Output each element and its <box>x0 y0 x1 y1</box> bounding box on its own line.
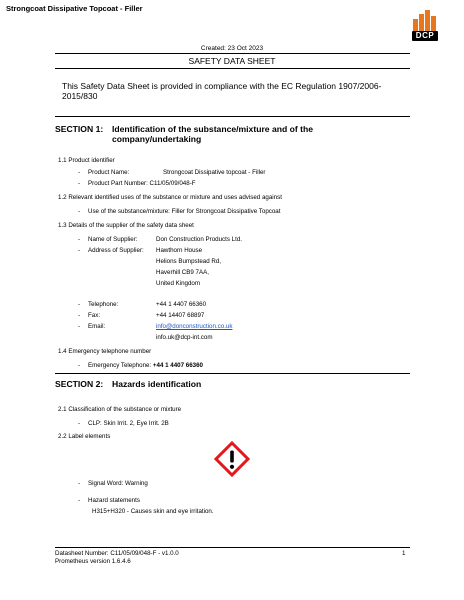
bullet-dash: - <box>78 208 81 215</box>
bullet-dash: - <box>78 169 81 176</box>
emergency-telephone <box>88 362 203 369</box>
section-number: SECTION 2: <box>55 379 104 389</box>
subsection-1-3: 1.3 Details of the supplier of the safety data sheet <box>58 222 194 229</box>
subsection-2-2: 2.2 Label elements <box>58 433 111 440</box>
document-title: Strongcoat Dissipative Topcoat - Filler <box>6 4 143 13</box>
email-label: Email: <box>88 323 106 330</box>
section-title: Identification of the substance/mixture and of the company/undertaking <box>112 124 314 144</box>
created-date: Created: 23 Oct 2023 <box>200 45 264 52</box>
dcp-logo-icon <box>413 10 437 31</box>
subsection-1-1: 1.1 Product identifier <box>58 157 115 164</box>
footer-divider <box>55 547 410 548</box>
product-part-number: Product Part Number: C11/05/09/048-F <box>88 180 196 187</box>
bullet-dash: - <box>78 236 81 243</box>
bullet-dash: - <box>78 247 81 254</box>
section-number: SECTION 1: <box>55 124 104 134</box>
section-divider <box>55 116 410 117</box>
subsection-1-2: 1.2 Relevant identified uses of the substance or mixture and uses advised against <box>58 194 282 201</box>
supplier-label: Name of Supplier: <box>88 236 138 243</box>
address-line: Helions Bumpstead Rd, <box>156 258 222 265</box>
telephone-value: +44 1 4407 66360 <box>156 301 207 308</box>
bullet-dash: - <box>78 323 81 330</box>
fax-value: +44 14407 68897 <box>156 312 205 319</box>
address-line: Haverhill CB9 7AA, <box>156 269 209 276</box>
bullet-dash: - <box>78 312 81 319</box>
hazard-statement: H315+H320 - Causes skin and eye irritation. <box>92 508 214 515</box>
dcp-logo <box>410 10 440 42</box>
subsection-2-1: 2.1 Classification of the substance or mixture <box>58 406 182 413</box>
subsection-1-4: 1.4 Emergency telephone number <box>58 348 152 355</box>
section-title: Hazards identification <box>112 379 202 389</box>
emergency-value: +44 1 4407 66360 <box>152 362 203 369</box>
product-name-value: Strongcoat Dissipative topcoat - Filler <box>163 169 266 176</box>
intro-text: This Safety Data Sheet is provided in compliance with the EC Regulation 1907/2006-2015/830 <box>62 81 382 101</box>
bullet-dash: - <box>78 301 81 308</box>
exclamation-mark-hazard-icon <box>214 441 250 477</box>
email-secondary: info.uk@dcp-int.com <box>156 334 213 341</box>
signal-word: Signal Word: Warning <box>88 480 148 487</box>
telephone-label: Telephone: <box>88 301 119 308</box>
address-label: Address of Supplier: <box>88 247 144 254</box>
address-line: United Kingdom <box>156 280 201 287</box>
fax-label: Fax: <box>88 312 101 319</box>
logo-wordmark: DCP <box>412 31 438 41</box>
bullet-dash: - <box>78 480 81 487</box>
clp-classification: CLP: Skin Irrit. 2, Eye Irrit. 2B <box>88 420 169 427</box>
sheet-title: SAFETY DATA SHEET <box>188 56 276 66</box>
bullet-dash: - <box>78 497 81 504</box>
section-divider <box>55 373 410 374</box>
supplier-value: Don Construction Products Ltd. <box>156 236 242 243</box>
bullet-dash: - <box>78 180 81 187</box>
product-name-label: Product Name: <box>88 169 130 176</box>
identified-use: Use of the substance/mixture: Filler for Strongcoat Dissipative Topcoat <box>88 208 281 215</box>
divider <box>55 68 410 69</box>
emergency-label: Emergency Telephone: <box>88 362 152 369</box>
datasheet-number: Datasheet Number: C11/05/09/048-F - v1.0.0 <box>55 550 179 557</box>
page-number: 1 <box>402 550 406 557</box>
bullet-dash: - <box>78 362 81 369</box>
software-version: Prometheus version 1.6.4.6 <box>55 557 131 565</box>
hazard-statements-label: Hazard statements <box>88 497 140 504</box>
divider <box>55 53 410 54</box>
email-link[interactable]: info@donconstruction.co.uk <box>156 323 233 330</box>
footer <box>55 550 179 565</box>
bullet-dash: - <box>78 420 81 427</box>
address-line: Hawthorn House <box>156 247 203 254</box>
